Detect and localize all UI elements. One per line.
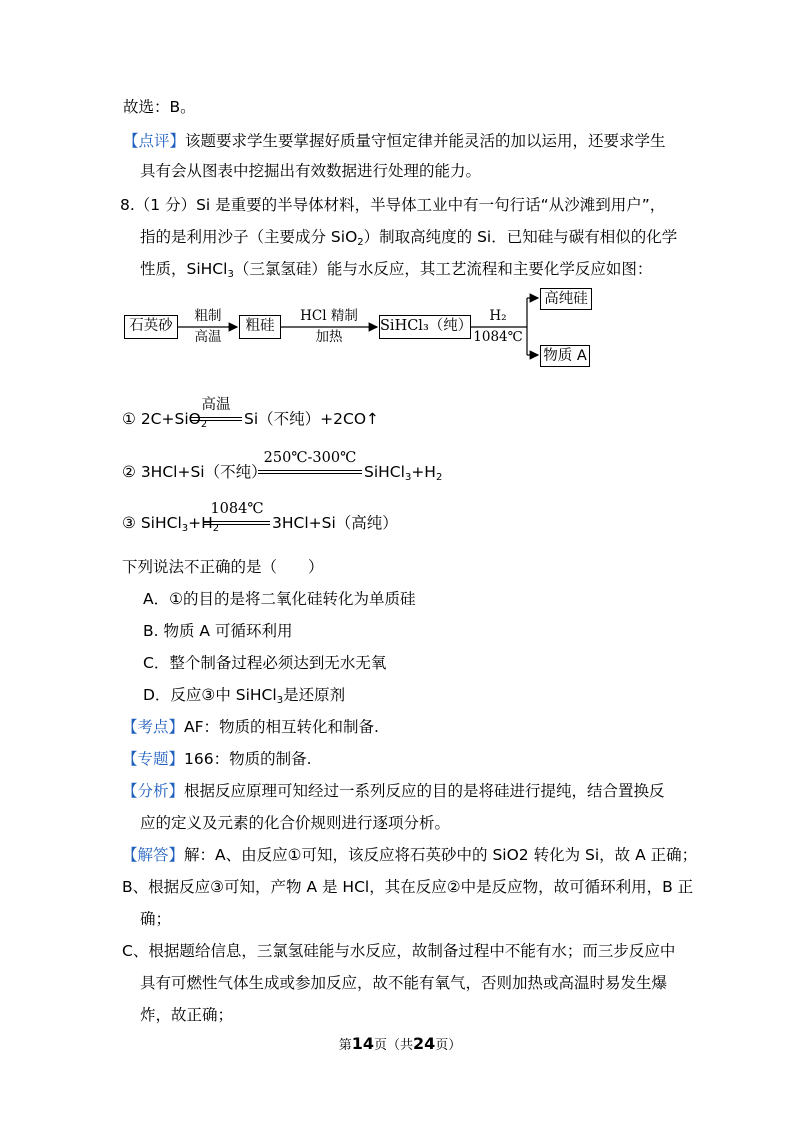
- page-number: 14: [351, 1034, 374, 1053]
- reaction-1-reactants: ① 2C+SiO: [122, 410, 201, 428]
- reaction-3-reactant-a: ③ SiHCl: [122, 514, 182, 532]
- reaction-2-condition: [258, 450, 362, 493]
- reaction-1-condition-text: 高温: [201, 397, 231, 413]
- page-footer: [0, 1034, 800, 1053]
- subscript: 3: [276, 695, 284, 706]
- jieda-c-line-3: 炸，故正确；: [140, 1006, 234, 1024]
- option-c: C．整个制备过程必须达到无水无氧: [143, 654, 387, 672]
- option-b: B. 物质 A 可循环利用: [143, 622, 293, 640]
- arrow-3-bottom-label: 1084℃: [473, 329, 523, 345]
- jieda-b-line-2: 确；: [140, 910, 172, 928]
- question-score: （1 分）: [134, 196, 197, 214]
- subscript: 3: [227, 269, 234, 280]
- reaction-2-products: [364, 461, 442, 483]
- question-number: 8.: [120, 196, 135, 214]
- fenxi-text-1: 根据反应原理可知经过一系列反应的目的是将硅进行提纯，结合置换反: [184, 782, 665, 800]
- arrow-2-bottom-label: 加热: [315, 329, 343, 345]
- kaodian-line: [122, 716, 379, 738]
- subscript: 2: [357, 237, 364, 248]
- equals-sign: [190, 417, 242, 421]
- subscript: 3: [181, 523, 189, 534]
- question-text-3b: （三氯氢硅）能与水反应，其工艺流程和主要化学反应如图：: [233, 260, 653, 278]
- reaction-3-condition-text: 1084℃: [210, 501, 264, 517]
- fenxi-line-2: 应的定义及元素的化合价规则进行逐项分析。: [140, 814, 451, 832]
- reaction-1-condition: [190, 397, 242, 440]
- reaction-1-products: Si（不纯）+2CO↑: [244, 410, 380, 428]
- answer-line: 故选：B。: [123, 98, 196, 116]
- box-crude-silicon: 粗硅: [239, 315, 281, 339]
- option-d: [143, 684, 345, 706]
- reaction-2-left: ② 3HCl+Si（不纯）: [122, 463, 267, 481]
- subscript: 3: [404, 472, 412, 483]
- subscript: 2: [435, 472, 443, 483]
- kaodian-tag: 【考点】: [122, 718, 185, 736]
- footer-pre: 第: [338, 1038, 352, 1053]
- question-text-1: Si 是重要的半导体材料，半导体工业中有一句行话“从沙滩到用户”，: [196, 196, 666, 214]
- total-pages: 24: [413, 1034, 436, 1053]
- footer-post: 页）: [435, 1038, 462, 1053]
- box-substance-a: 物质 A: [540, 345, 590, 367]
- jieda-c-line-2: 具有可燃性气体生成或参加反应，故不能有氧气，否则加热或高温时易发生爆: [140, 974, 668, 992]
- comment-text-1: 该题要求学生要掌握好质量守恒定律并能灵活的加以运用，还要求学生: [185, 132, 666, 150]
- reaction-3-products: 3HCl+Si（高纯）: [272, 514, 398, 532]
- equals-sign: [258, 470, 362, 474]
- jieda-text-1: 解：A、由反应①可知，该反应将石英砂中的 SiO2 转化为 Si，故 A 正确；: [184, 846, 698, 864]
- subscript: 2: [200, 419, 208, 430]
- question-prompt: 下列说法不正确的是（ ）: [122, 558, 324, 576]
- box-pure-silicon: 高纯硅: [540, 288, 592, 310]
- fenxi-tag: 【分析】: [122, 782, 185, 800]
- reaction-3-reactant-b: +H: [188, 514, 213, 532]
- box-quartz-sand: 石英砂: [124, 315, 178, 339]
- fenxi-line-1: [122, 780, 665, 802]
- equals-sign: [204, 521, 270, 525]
- arrow-3-top-label: H₂: [489, 308, 507, 324]
- box-sihcl3-pure: SiHCl₃（纯）: [379, 315, 471, 339]
- comment-line-2: 具有会从图表中挖掘出有效数据进行处理的能力。: [140, 162, 482, 180]
- option-d-text-b: 是还原剂: [283, 686, 346, 704]
- kaodian-text: AF：物质的相互转化和制备.: [184, 718, 379, 736]
- option-d-text-a: D．反应③中 SiHCl: [143, 686, 277, 704]
- jieda-line-1: [122, 844, 697, 866]
- reaction-2-product-b: +H: [411, 463, 436, 481]
- footer-mid: 页（共: [373, 1038, 413, 1053]
- arrow-1-bottom-label: 高温: [194, 329, 222, 345]
- zhuanti-text: 166：物质的制备.: [184, 750, 312, 768]
- reaction-2-product-a: SiHCl: [364, 463, 405, 481]
- zhuanti-line: [122, 748, 312, 770]
- question-text-3a: 性质，SiHCl: [140, 260, 228, 278]
- option-a: A．①的目的是将二氧化硅转化为单质硅: [143, 590, 416, 608]
- jieda-c-line-1: C、根据题给信息，三氯氢硅能与水反应，故制备过程中不能有水；而三步反应中: [122, 942, 676, 960]
- comment-tag: 【点评】: [123, 132, 186, 150]
- reaction-3-condition: [204, 501, 270, 544]
- question-text-2b: ）制取高纯度的 Si．已知硅与碳有相似的化学: [363, 228, 678, 246]
- jieda-tag: 【解答】: [122, 846, 185, 864]
- subscript: 2: [212, 523, 220, 534]
- jieda-b-line-1: B、根据反应③可知，产物 A 是 HCl，其在反应②中是反应物，故可循环利用，B 正: [122, 878, 694, 896]
- reaction-2-condition-text: 250℃-300℃: [263, 450, 357, 466]
- arrow-1-top-label: 粗制: [194, 308, 222, 324]
- question-text-2a: 指的是利用沙子（主要成分 SiO: [140, 228, 358, 246]
- zhuanti-tag: 【专题】: [122, 750, 185, 768]
- arrow-2-top-label: HCl 精制: [300, 308, 358, 324]
